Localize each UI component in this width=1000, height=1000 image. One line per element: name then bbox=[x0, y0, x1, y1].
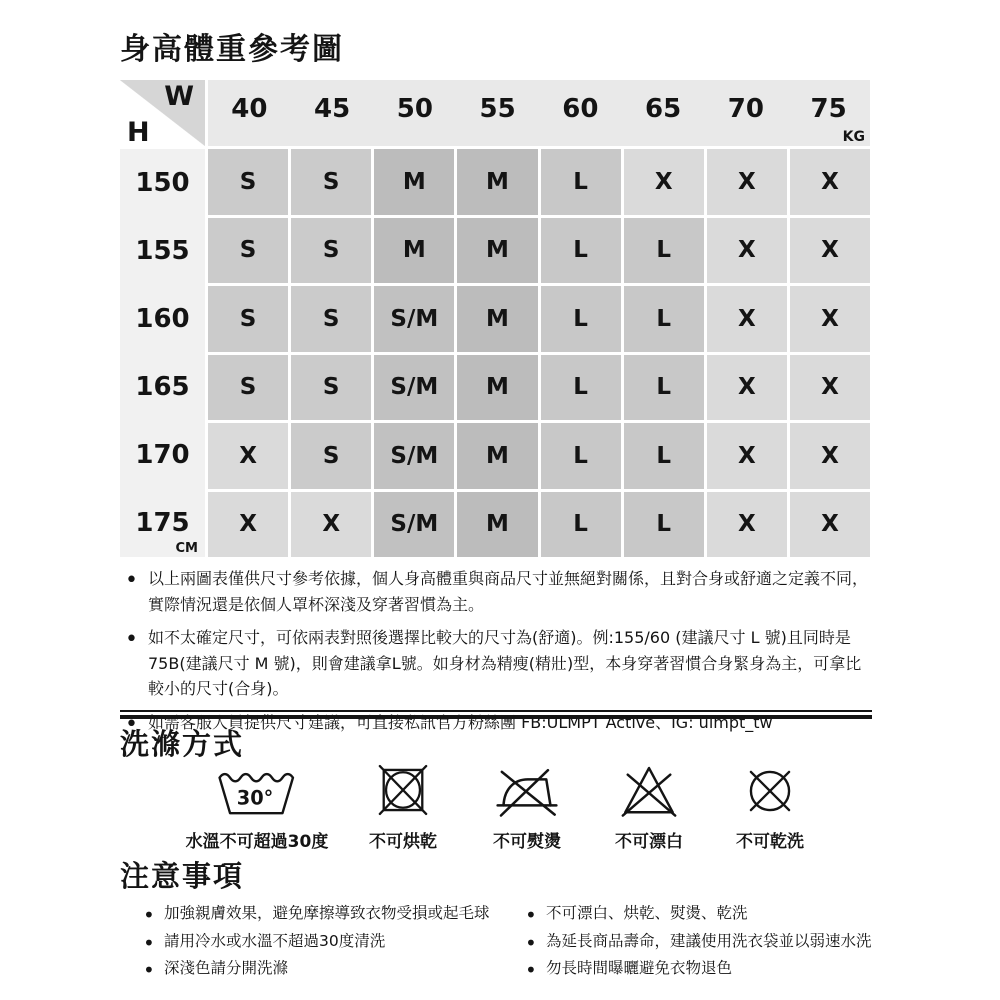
size-cell: S bbox=[208, 355, 288, 421]
caution-item: • 加強親膚效果，避免摩擦導致衣物受損或起毛球 bbox=[142, 900, 524, 928]
size-cell: S/M bbox=[374, 355, 454, 421]
size-cell: X bbox=[707, 149, 787, 215]
note-item: • 如不太確定尺寸，可依兩表對照後選擇比較大的尺寸為(舒適)。例:155/60 (建議尺寸 L 號)且同時是75B(建議尺寸 M 號)，則會建議拿L號。如身材為精瘦(精壯)型，本身穿著習慣合身緊身為主，可拿比較小的尺寸(合身)。 bbox=[122, 625, 870, 702]
height-header: 175 bbox=[135, 508, 190, 538]
size-cell: S bbox=[291, 423, 371, 489]
size-cell: S bbox=[208, 286, 288, 352]
washing-item-label: 不可熨燙 bbox=[493, 832, 561, 852]
weight-header-row bbox=[208, 80, 870, 146]
size-cell: S bbox=[291, 218, 371, 284]
caution-item: • 不可漂白、烘乾、熨燙、乾洗 bbox=[524, 900, 872, 928]
washing-item bbox=[369, 760, 437, 852]
no-bleach-icon bbox=[619, 760, 679, 818]
section-divider bbox=[120, 710, 872, 719]
page-title: 身高體重參考圖 bbox=[120, 32, 344, 67]
height-header: 165 bbox=[135, 372, 190, 402]
washing-item-label: 水溫不可超過30度 bbox=[185, 832, 329, 852]
weight-header: 50 bbox=[396, 94, 433, 124]
size-cell: L bbox=[541, 355, 621, 421]
height-header: 150 bbox=[135, 168, 190, 198]
size-cell: S bbox=[291, 149, 371, 215]
size-cell: L bbox=[541, 286, 621, 352]
size-cell: L bbox=[541, 492, 621, 558]
size-cell: X bbox=[790, 286, 870, 352]
size-cell: L bbox=[624, 286, 704, 352]
size-cell: S bbox=[291, 286, 371, 352]
washing-item bbox=[493, 760, 561, 852]
weight-header: 65 bbox=[645, 94, 682, 124]
size-cell: S/M bbox=[374, 492, 454, 558]
caution-item: • 請用冷水或水溫不超過30度清洗 bbox=[142, 928, 524, 956]
cautions-left-list bbox=[142, 900, 524, 983]
size-cell: X bbox=[790, 492, 870, 558]
washing-item bbox=[615, 760, 683, 852]
no-dry-clean-icon bbox=[743, 760, 797, 818]
size-cell: X bbox=[707, 423, 787, 489]
caution-item: • 深淺色請分開洗滌 bbox=[142, 955, 524, 983]
washing-item-label: 不可漂白 bbox=[615, 832, 683, 852]
note-item: • 以上兩圖表僅供尺寸參考依據，個人身高體重與商品尺寸並無絕對關係，且對合身或舒適之定義不同，實際情況還是依個人罩杯深淺及穿著習慣為主。 bbox=[122, 566, 870, 617]
size-cell: M bbox=[457, 218, 537, 284]
cm-unit-label: CM bbox=[175, 541, 198, 556]
w-axis-label: W bbox=[164, 81, 194, 112]
washing-item-label: 不可乾洗 bbox=[736, 832, 804, 852]
size-cell: X bbox=[790, 355, 870, 421]
size-cell: L bbox=[541, 218, 621, 284]
size-cell: X bbox=[707, 492, 787, 558]
size-cell: L bbox=[624, 355, 704, 421]
size-cell: S bbox=[291, 355, 371, 421]
washing-item bbox=[186, 760, 329, 852]
washing-item-label: 不可烘乾 bbox=[369, 832, 437, 852]
size-cell: M bbox=[457, 355, 537, 421]
size-cell: M bbox=[374, 218, 454, 284]
no-iron-icon bbox=[494, 760, 560, 818]
weight-header: 75 bbox=[810, 94, 847, 124]
no-tumble-dry-icon bbox=[376, 760, 430, 818]
size-cell: M bbox=[374, 149, 454, 215]
height-header-column bbox=[120, 149, 205, 557]
size-cell: X bbox=[707, 286, 787, 352]
size-cell: S bbox=[208, 149, 288, 215]
size-cell: S/M bbox=[374, 286, 454, 352]
cautions-section-title: 注意事項 bbox=[120, 859, 245, 893]
size-grid bbox=[208, 149, 870, 557]
caution-item: • 勿長時間曝曬避免衣物退色 bbox=[524, 955, 872, 983]
size-cell: X bbox=[790, 149, 870, 215]
washing-item bbox=[736, 760, 804, 852]
washing-instructions-row bbox=[120, 756, 870, 852]
size-cell: X bbox=[208, 492, 288, 558]
size-cell: X bbox=[707, 355, 787, 421]
size-cell: X bbox=[790, 218, 870, 284]
size-cell: X bbox=[790, 423, 870, 489]
weight-header: 55 bbox=[479, 94, 516, 124]
weight-header: 60 bbox=[562, 94, 599, 124]
kg-unit-label: KG bbox=[842, 129, 865, 145]
size-cell: S/M bbox=[374, 423, 454, 489]
wash-temp-label: 30° bbox=[237, 786, 274, 810]
size-cell: X bbox=[208, 423, 288, 489]
size-cell: X bbox=[291, 492, 371, 558]
weight-header: 70 bbox=[727, 94, 764, 124]
note-item: • 如需客服人員提供尺寸建議，可直接私訊官方粉絲團 FB:ULMPT Active、IG: ulmpt_tw bbox=[122, 710, 870, 736]
wash-30-icon bbox=[215, 760, 299, 818]
size-cell: L bbox=[624, 423, 704, 489]
size-cell: S bbox=[208, 218, 288, 284]
h-axis-label: H bbox=[127, 117, 150, 148]
caution-item: • 為延長商品壽命，建議使用洗衣袋並以弱速水洗 bbox=[524, 928, 872, 956]
size-cell: X bbox=[624, 149, 704, 215]
size-cell: M bbox=[457, 492, 537, 558]
size-cell: L bbox=[624, 218, 704, 284]
size-cell: L bbox=[541, 423, 621, 489]
height-header: 155 bbox=[135, 236, 190, 266]
corner-cell bbox=[120, 80, 205, 146]
size-cell: M bbox=[457, 423, 537, 489]
size-cell: L bbox=[541, 149, 621, 215]
size-cell: L bbox=[624, 492, 704, 558]
size-cell: M bbox=[457, 149, 537, 215]
cautions-lists bbox=[142, 900, 872, 983]
washing-section-title: 洗滌方式 bbox=[120, 727, 245, 761]
height-header: 170 bbox=[135, 440, 190, 470]
height-header: 160 bbox=[135, 304, 190, 334]
size-cell: M bbox=[457, 286, 537, 352]
size-chart-table bbox=[120, 80, 870, 557]
size-cell: X bbox=[707, 218, 787, 284]
weight-header: 40 bbox=[231, 94, 268, 124]
cautions-right-list bbox=[524, 900, 872, 983]
weight-header: 45 bbox=[314, 94, 351, 124]
